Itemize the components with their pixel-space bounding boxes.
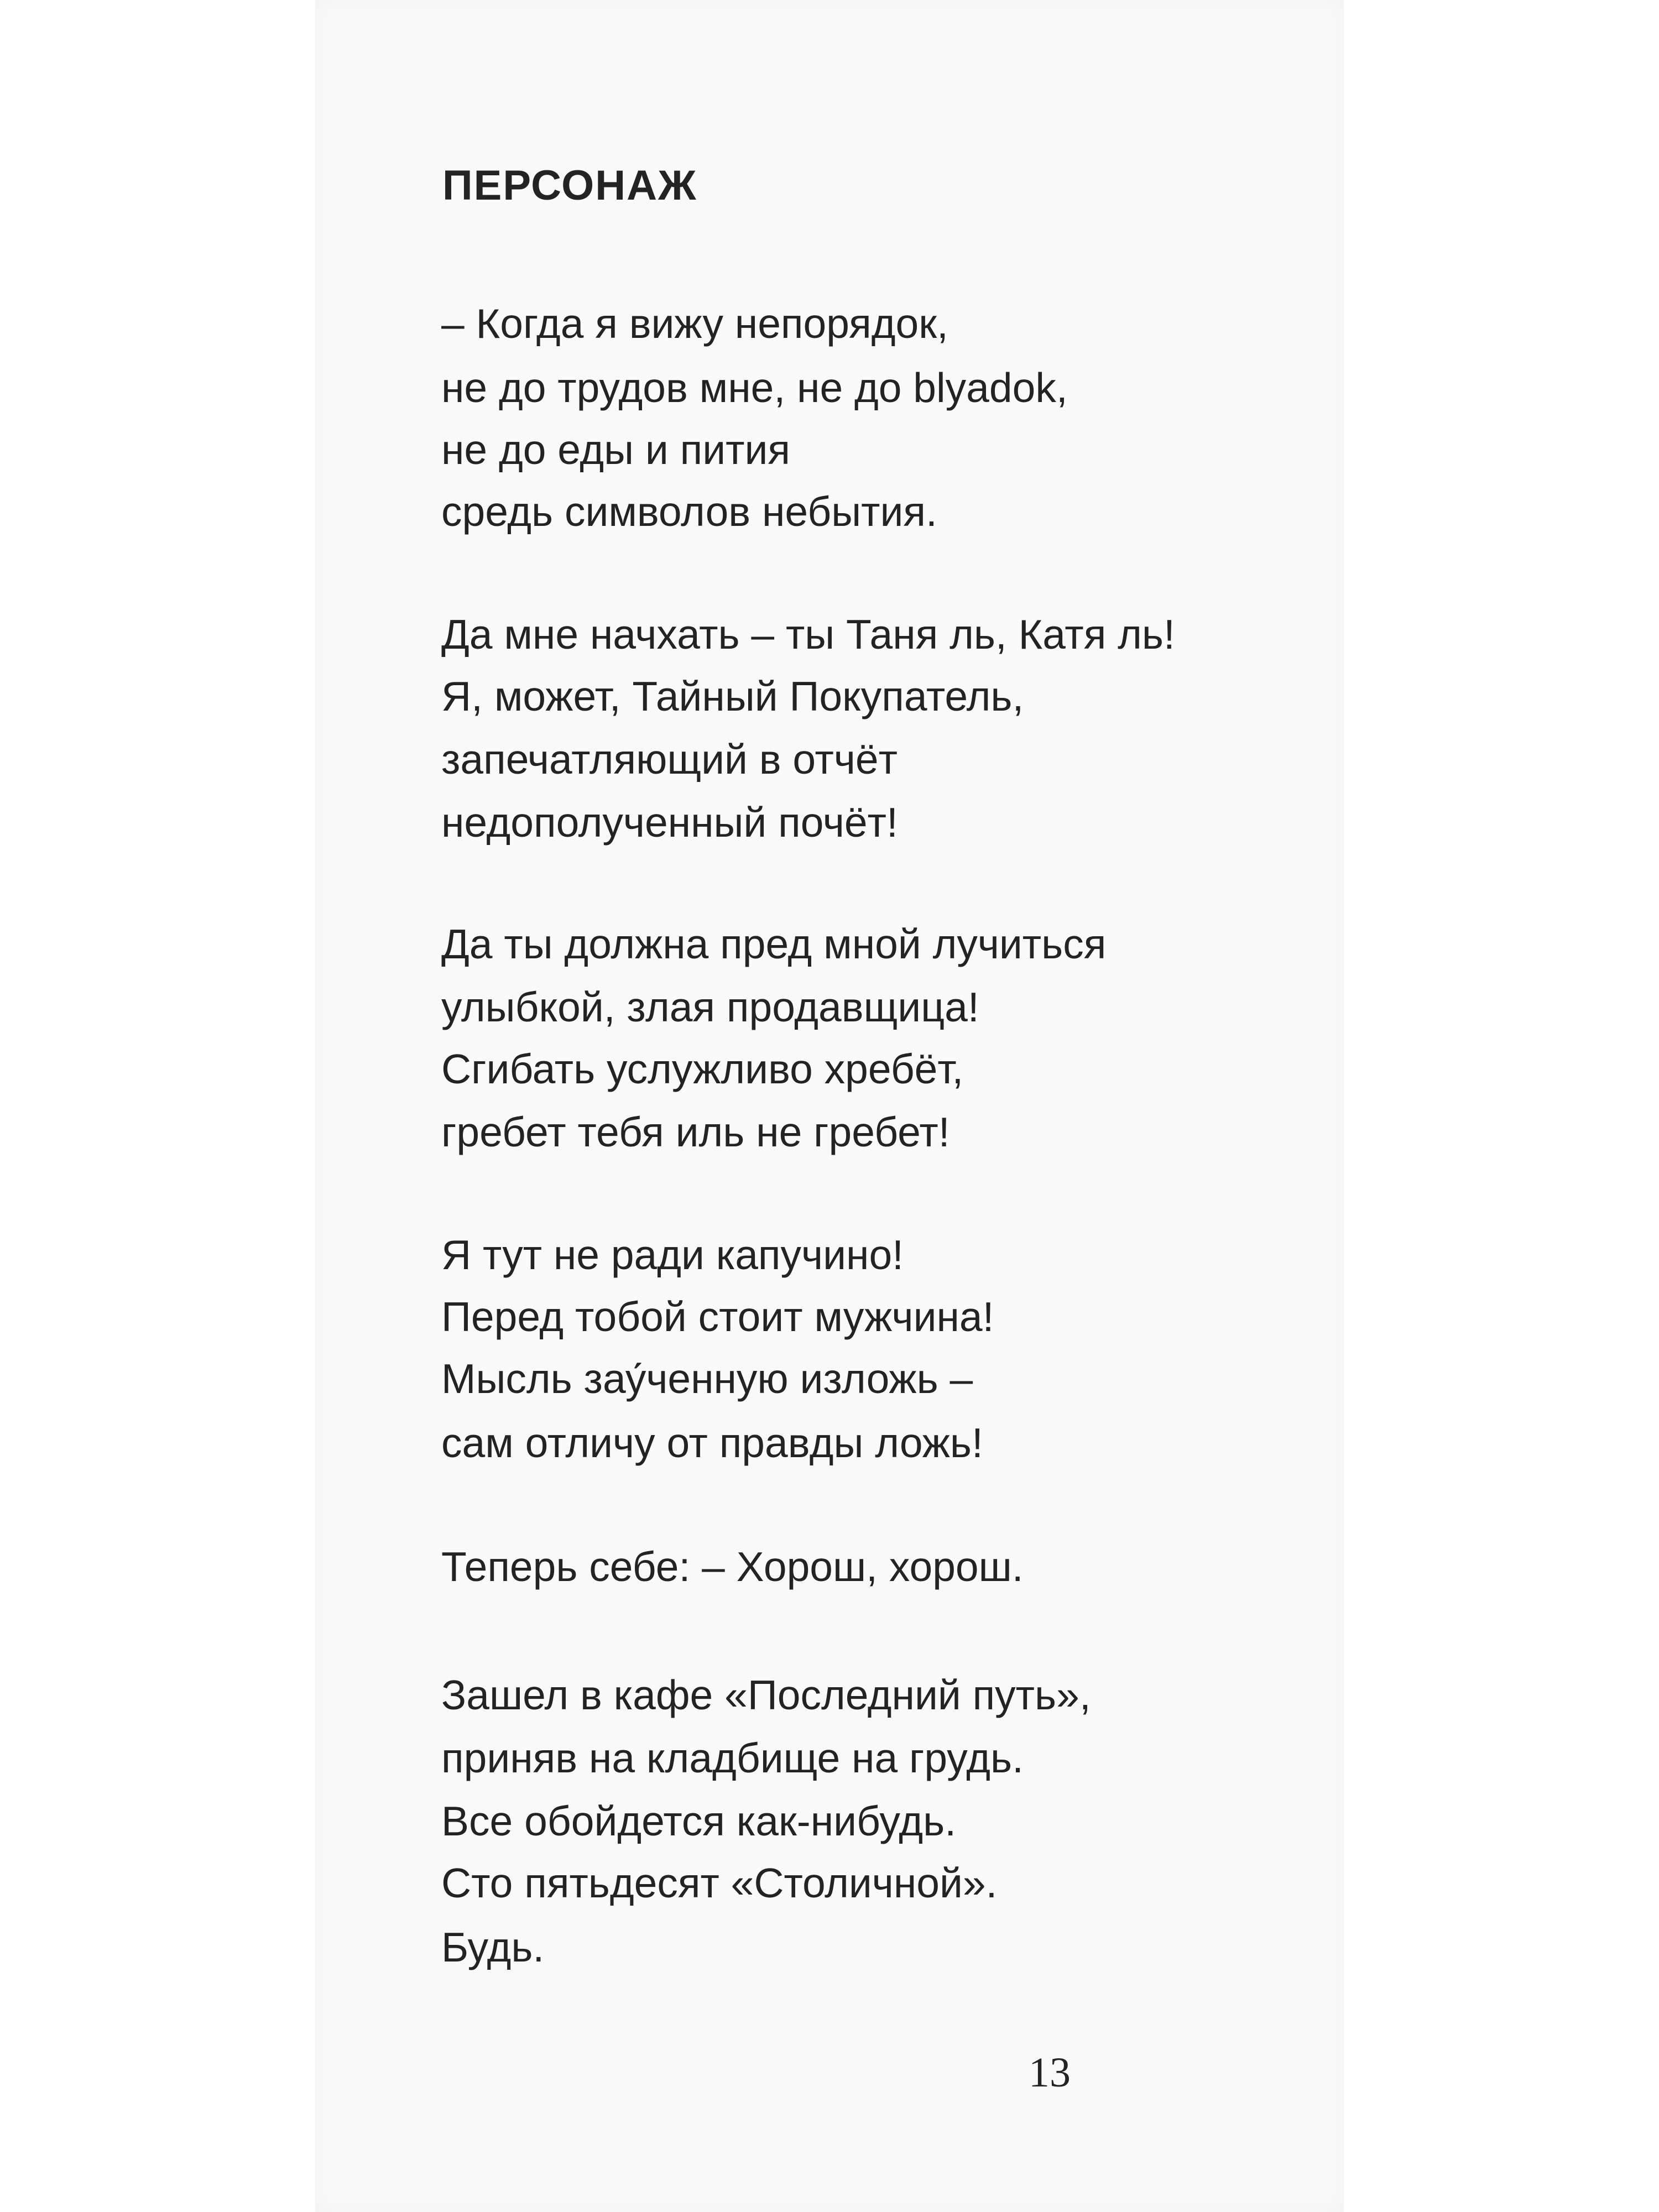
poem-line: Да ты должна пред мной лучиться [441,921,1107,967]
poem-line: не до трудов мне, не до blyadok, [441,364,1068,411]
poem-line: Да мне начхать – ты Таня ль, Катя ль! [441,611,1175,658]
poem-line: приняв на кладбище на грудь. [441,1735,1024,1781]
poem-line: средь символов небытия. [441,488,937,535]
poem-line: Перед тобой стоит мужчина! [441,1293,994,1340]
poem-line: улыбкой, злая продавщица! [441,984,979,1030]
poem-line: Все обойдется как-нибудь. [441,1798,957,1844]
poem-line: – Когда я вижу непорядок, [441,300,948,347]
poem-line: Я тут не ради капучино! [441,1232,904,1278]
page-number: 13 [1029,2049,1071,2096]
poem-line: Сгибать услужливо хребёт, [441,1046,964,1092]
poem-line: Сто пятьдесят «Столичной». [441,1860,998,1906]
poem-line: Теперь себе: – Хорош, хорош. [441,1543,1024,1590]
poem-line: гребет тебя иль не гребет! [441,1109,950,1155]
poem-line: недополученный почёт! [441,799,898,846]
poem-line: Зашел в кафе «Последний путь», [441,1672,1091,1718]
poem-line: Я, может, Тайный Покупатель, [441,673,1024,719]
poem-line: Мысль зау́ченную изложь – [441,1355,973,1402]
poem-line: запечатляющий в отчёт [441,736,898,782]
poem-title: ПЕРСОНАЖ [442,162,697,209]
poem-line: не до еды и пития [441,426,790,473]
poem-line: Будь. [441,1924,545,1970]
poem-line: сам отличу от правды ложь! [441,1420,983,1466]
